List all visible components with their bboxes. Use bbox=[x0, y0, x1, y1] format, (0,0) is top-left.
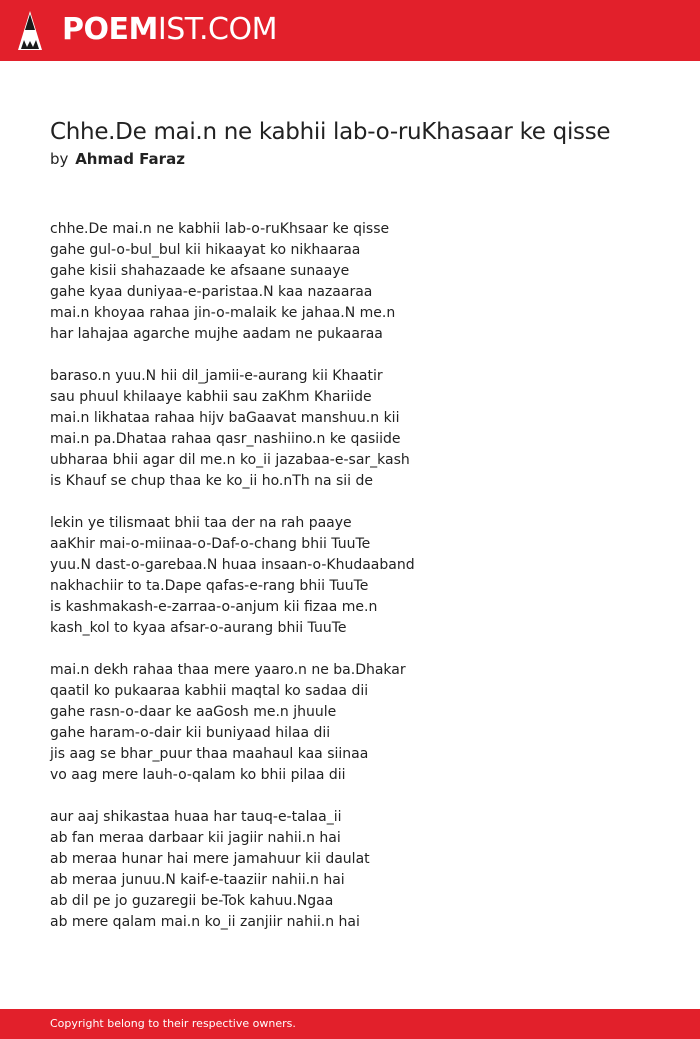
poem-line: ab dil pe jo guzaregii be-Tok kahuu.Ngaa bbox=[50, 893, 334, 909]
site-header bbox=[0, 0, 700, 61]
poem-line: baraso.n yuu.N hii dil_jamii-e-aurang kii Khaatir bbox=[50, 368, 383, 384]
poem-line: qaatil ko pukaaraa kabhii maqtal ko sadaa dii bbox=[50, 683, 369, 699]
poem-line: gahe haram-o-dair kii buniyaad hilaa dii bbox=[50, 725, 331, 741]
poem-title: Chhe.De mai.n ne kabhii lab-o-ruKhasaar ke qisse bbox=[50, 119, 611, 145]
poem-line: mai.n likhataa rahaa hijv baGaavat manshuu.n kii bbox=[50, 410, 400, 426]
stanza-3 bbox=[50, 513, 670, 639]
stanza-4 bbox=[50, 660, 670, 786]
poem-body bbox=[50, 219, 670, 954]
poem-line: sau phuul khilaaye kabhii sau zaKhm Khariide bbox=[50, 389, 372, 405]
by-label: by bbox=[50, 150, 69, 168]
copyright-text: Copyright belong to their respective owners. bbox=[50, 1017, 296, 1030]
stanza-1 bbox=[50, 219, 670, 345]
poem-line: chhe.De mai.n ne kabhii lab-o-ruKhsaar ke qisse bbox=[50, 221, 390, 237]
poem-line: ab fan meraa darbaar kii jagiir nahii.n hai bbox=[50, 830, 341, 846]
stanza-5 bbox=[50, 807, 670, 933]
poem-line: mai.n khoyaa rahaa jin-o-malaik ke jahaa.N me.n bbox=[50, 305, 396, 321]
poem-line: aaKhir mai-o-miinaa-o-Daf-o-chang bhii TuuTe bbox=[50, 536, 371, 552]
poem-line: gahe kisii shahazaade ke afsaane sunaaye bbox=[50, 263, 350, 279]
poem-line: lekin ye tilismaat bhii taa der na rah paaye bbox=[50, 515, 352, 531]
poem-line: gahe rasn-o-daar ke aaGosh me.n jhuule bbox=[50, 704, 337, 720]
site-footer bbox=[0, 1009, 700, 1039]
poem-line: kash_kol to kyaa afsar-o-aurang bhii TuuTe bbox=[50, 620, 347, 636]
poem-line: gahe gul-o-bul_bul kii hikaayat ko nikhaaraa bbox=[50, 242, 361, 258]
brand-light-text: IST.COM bbox=[157, 12, 277, 47]
poem-line: mai.n dekh rahaa thaa mere yaaro.n ne ba.Dhakar bbox=[50, 662, 406, 678]
poem-line: ab meraa junuu.N kaif-e-taaziir nahii.n hai bbox=[50, 872, 345, 888]
poem-line: ubharaa bhii agar dil me.n ko_ii jazabaa-e-sar_kash bbox=[50, 452, 410, 468]
poem-line: is Khauf se chup thaa ke ko_ii ho.nTh na sii de bbox=[50, 473, 374, 489]
poem-line: jis aag se bhar_puur thaa maahaul kaa siinaa bbox=[50, 746, 369, 762]
author-name: Ahmad Faraz bbox=[75, 150, 185, 168]
poem-line: har lahajaa agarche mujhe aadam ne pukaaraa bbox=[50, 326, 383, 342]
poem-line: ab mere qalam mai.n ko_ii zanjiir nahii.n hai bbox=[50, 914, 360, 930]
pencil-logo-icon[interactable] bbox=[17, 10, 43, 52]
poem-line: vo aag mere lauh-o-qalam ko bhii pilaa dii bbox=[50, 767, 346, 783]
poem-line: yuu.N dast-o-garebaa.N huaa insaan-o-Khudaaband bbox=[50, 557, 415, 573]
poem-line: nakhachiir to ta.Dape qafas-e-rang bhii TuuTe bbox=[50, 578, 369, 594]
poem-line: mai.n pa.Dhataa rahaa qasr_nashiino.n ke qasiide bbox=[50, 431, 401, 447]
poem-line: aur aaj shikastaa huaa har tauq-e-talaa_ii bbox=[50, 809, 342, 825]
stanza-2 bbox=[50, 366, 670, 492]
brand-bold-text: POEM bbox=[62, 12, 158, 47]
poem-line: gahe kyaa duniyaa-e-paristaa.N kaa nazaaraa bbox=[50, 284, 373, 300]
site-logo-text[interactable] bbox=[62, 12, 277, 48]
poem-line: ab meraa hunar hai mere jamahuur kii daulat bbox=[50, 851, 370, 867]
poem-line: is kashmakash-e-zarraa-o-anjum kii fizaa me.n bbox=[50, 599, 378, 615]
byline bbox=[50, 149, 185, 169]
